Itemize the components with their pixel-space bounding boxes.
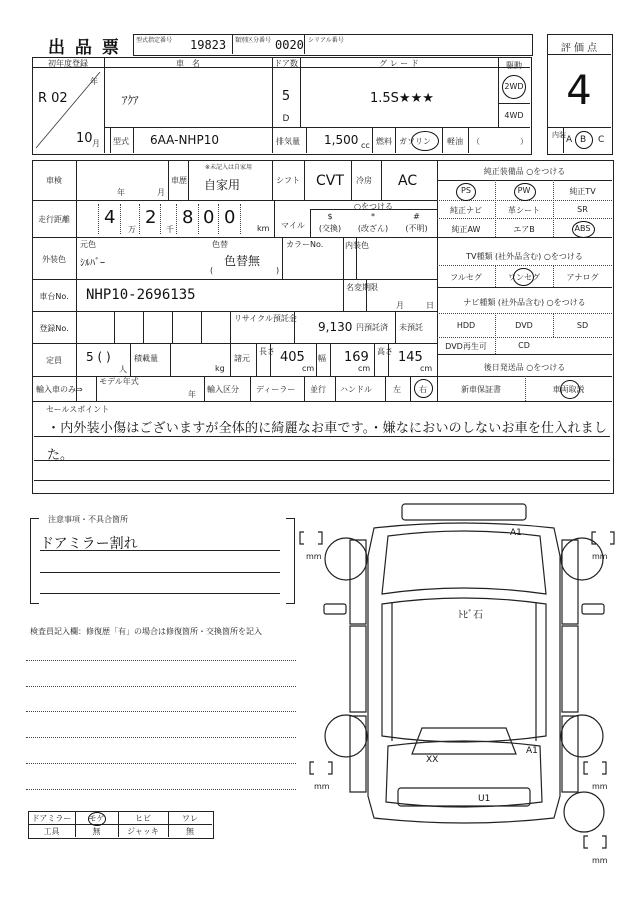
mileage-dollar: $ — [327, 212, 333, 221]
sales-line-2: た。 — [47, 448, 74, 463]
equip-ps-circle — [456, 183, 476, 201]
height-label: 高さ — [377, 347, 393, 356]
interior-b-circle — [575, 131, 593, 149]
recycle-unpaid: 未預託 — [399, 323, 423, 332]
equip-leather: 革シート — [508, 206, 540, 215]
drive-2wd-circle — [502, 75, 526, 99]
tv-oneseg-circle — [513, 268, 534, 286]
mm-rear-left: mm — [314, 782, 330, 791]
registration-label: 登録No. — [39, 324, 69, 333]
repaint-paren-open: ( — [210, 266, 214, 275]
tv-analog: アナログ — [566, 273, 599, 282]
ac-label: 冷房 — [356, 176, 372, 185]
navi-hdd: HDD — [456, 321, 476, 330]
mirror-label: ドアミラー — [31, 814, 72, 823]
shift-label: シフト — [276, 176, 300, 185]
equip-abs: ABS — [574, 224, 591, 233]
first-reg-era: R 02 — [38, 91, 68, 106]
name-change-month: 月 — [396, 301, 404, 310]
usage-value: 自家用 — [204, 178, 241, 192]
break-label: ワレ — [182, 814, 198, 823]
length-label: 長さ — [259, 347, 275, 356]
orig-color-label: 元色 — [80, 240, 96, 249]
class-no: 0020 — [275, 38, 304, 52]
import-class-label: 輸入区分 — [207, 385, 239, 394]
equip-aw: 純正AW — [451, 225, 481, 234]
usage-label: 車歴 — [171, 176, 187, 185]
import-dealer: ディーラー — [256, 385, 296, 394]
model: 6AA-NHP10 — [150, 133, 219, 147]
chassis-number: NHP10-2696135 — [86, 287, 196, 303]
notes-bracket-right — [286, 518, 295, 604]
interior-a: A — [566, 135, 573, 145]
handle-right-circle — [414, 379, 433, 398]
mileage-digit-3: 8 — [182, 207, 194, 228]
inspector-label: 検査員記入欄：修復歴「有」の場合は修復箇所・交換箇所を記入 — [30, 627, 262, 636]
tv-oneseg: ワンセグ — [508, 273, 540, 282]
drive-2wd: 2WD — [504, 82, 524, 91]
navi-dvd: DVD — [515, 321, 533, 330]
month-unit: 月 — [92, 139, 100, 148]
equip-sr: SR — [577, 205, 588, 214]
equip-pw: PW — [517, 186, 531, 195]
door-type: D — [282, 114, 290, 124]
sales-line-1: ・内外装小傷はございますが全体的に綺麗なお車です。・嫌なにおいのしないお車を仕入れまし — [47, 421, 608, 436]
mileage-mile: マイル — [281, 221, 305, 230]
tv-fullseg: フルセグ — [450, 273, 482, 282]
shift-value: CVT — [316, 173, 344, 189]
grade: 1.5S★★★ — [370, 91, 434, 106]
tv-title: TV種類 (社外品含む) ○をつける — [466, 252, 583, 261]
capacity-unit: 人 — [119, 365, 127, 374]
dvd-play-label: DVD再生可 — [445, 342, 487, 351]
recycle-unit: 円預託済 — [356, 323, 388, 332]
chassis-label: 車台No. — [39, 292, 69, 301]
width-cm: cm — [358, 364, 371, 373]
mileage-label: 走行距離 — [38, 215, 70, 224]
mm-rear-right: mm — [592, 782, 608, 791]
later-manual-circle — [560, 380, 580, 399]
displacement-label: 排気量 — [276, 137, 300, 146]
equip-navi: 純正ナビ — [450, 206, 482, 215]
tools-label: 工具 — [43, 827, 60, 836]
interior-label: 内装 — [552, 131, 566, 139]
type-no: 19823 — [190, 38, 227, 52]
equip-airbag: エアB — [513, 225, 535, 234]
mark-front-bumper: A1 — [510, 528, 522, 538]
navi-title: ナビ種類 (社外品含む) ○をつける — [463, 298, 586, 307]
model-year-unit: 年 — [188, 390, 196, 399]
height-value: 145 — [398, 350, 423, 365]
mileage-sen: 千 — [166, 225, 174, 234]
mm-spare: mm — [592, 856, 608, 865]
name-change-label: 名変期限 — [346, 283, 378, 292]
grade-label: グ レ ー ド — [379, 59, 419, 68]
later-warranty: 新車保証書 — [461, 385, 501, 394]
displacement: 1,500 — [324, 133, 359, 147]
form-title: 出 品 票 — [48, 38, 121, 58]
capacity-label: 定員 — [46, 356, 62, 365]
width-value: 169 — [344, 350, 369, 365]
equip-pw-circle — [514, 183, 536, 201]
equip-ps: PS — [461, 186, 471, 195]
fuel-label: 燃料 — [376, 137, 392, 146]
mileage-hash: # — [413, 212, 420, 221]
mark-rear-bumper: U1 — [478, 794, 491, 804]
later-title: 後日発送品 ○をつける — [483, 363, 566, 372]
mileage-altered: (改ざん) — [357, 224, 389, 233]
repaint-label: 色替 — [212, 240, 228, 249]
serial-label: シリアル番号 — [308, 37, 344, 44]
mileage-exchanged: (交換) — [318, 224, 342, 233]
width-label: 幅 — [318, 354, 326, 363]
drive-label: 駆動 — [506, 61, 522, 70]
mileage-digit-1: 4 — [104, 207, 116, 228]
mark-trunk: XX — [426, 755, 439, 765]
ac-value: AC — [398, 173, 418, 189]
dims-label: 諸元 — [234, 354, 250, 363]
mileage-star: * — [371, 212, 375, 221]
score-label: 評 価 点 — [560, 43, 598, 54]
sales-label: セールスポイント — [46, 405, 110, 414]
recycle-label: リサイクル預託金 — [234, 314, 297, 323]
car-name-label: 車 名 — [176, 59, 200, 68]
fuel-paren-close: ） — [520, 137, 528, 146]
mileage-digit-5: 0 — [224, 207, 236, 228]
mark-rear-fender: A1 — [526, 746, 538, 756]
fuel-gasoline: ガソリン — [399, 137, 431, 146]
first-reg-month: 10 — [76, 131, 93, 146]
inspection-year: 年 — [117, 188, 125, 197]
height-cm: cm — [420, 364, 433, 373]
model-label: 型式 — [113, 137, 129, 146]
handle-left: 左 — [393, 385, 401, 394]
mark-windshield: ﾄﾋﾞ石 — [458, 610, 483, 621]
mileage-unknown: (不明) — [405, 224, 428, 233]
interior-c: C — [598, 135, 605, 145]
mileage-km: km — [257, 224, 270, 233]
notes-value: ドアミラー割れ — [40, 536, 138, 552]
mm-front-right: mm — [592, 552, 608, 561]
recycle-value: 9,130 — [318, 320, 353, 334]
score-value: 4 — [566, 68, 592, 114]
name-change-day: 日 — [426, 301, 434, 310]
load-label: 積載量 — [134, 354, 158, 363]
class-no-label: 類別区分番号 — [235, 37, 272, 44]
handle-right: 右 — [419, 385, 427, 394]
handle-label: ハンドル — [340, 385, 372, 394]
tools-value: 無 — [92, 827, 101, 836]
color-code-label: カラーNo. — [286, 240, 324, 249]
drive-4wd: 4WD — [504, 111, 524, 120]
type-no-label: 型式指定番号 — [136, 37, 173, 44]
mileage-man: 万 — [128, 225, 136, 234]
interior-b: B — [580, 135, 587, 145]
interior-color-label: 内装色 — [345, 241, 369, 250]
length-value: 405 — [280, 350, 305, 365]
import-parallel: 並行 — [310, 385, 326, 394]
mileage-digit-4: 0 — [203, 207, 215, 228]
import-only-label: 輸入車のみ⇒ — [36, 385, 83, 394]
usage-note: ※未記入は自家用 — [205, 164, 253, 171]
equip-abs-circle — [572, 221, 595, 238]
player-cd: CD — [518, 341, 530, 350]
equipment-title: 純正装備品 ○をつける — [483, 167, 566, 176]
fuel-paren-open: （ — [472, 137, 480, 146]
car-body-diagram — [296, 496, 640, 876]
mirror-value: モゲ — [88, 814, 105, 823]
doors-label: ドア数 — [274, 59, 298, 68]
first-reg-label: 初年度登録 — [48, 59, 88, 68]
inspection-month: 月 — [157, 188, 165, 197]
fuel-diesel: 軽油 — [447, 137, 463, 146]
navi-sd: SD — [576, 321, 589, 330]
orig-color: ｼﾙﾊﾞｰ — [80, 258, 105, 269]
later-manual: 車両取説 — [552, 385, 585, 394]
mm-front-left: mm — [306, 552, 322, 561]
repaint-paren-close: ) — [276, 266, 280, 275]
load-kg: kg — [215, 364, 225, 373]
length-cm: cm — [302, 364, 315, 373]
inspection-label: 車検 — [46, 176, 62, 185]
model-year-label: モデル年式 — [99, 377, 139, 386]
cc-unit: cc — [361, 141, 370, 150]
mileage-digit-2: 2 — [145, 207, 157, 228]
jack-label: ジャッキ — [127, 827, 159, 836]
fuel-circle — [411, 131, 439, 151]
notes-bracket-left — [30, 518, 39, 604]
mileage-mark-note: ○をつける — [354, 202, 393, 211]
notes-label: 注意事項・不具合箇所 — [48, 515, 128, 524]
equip-tv: 純正TV — [569, 187, 596, 196]
year-unit: 年 — [90, 77, 98, 86]
color-label: 外装色 — [42, 255, 66, 264]
repaint-value: 色替無 — [224, 254, 261, 268]
mirror-value-circle — [88, 812, 106, 826]
doors: 5 — [281, 89, 291, 104]
jack-value: 無 — [186, 827, 194, 836]
car-name: ｱｸｱ — [122, 94, 139, 107]
crack-label: ヒビ — [135, 814, 151, 823]
capacity-value: 5 ( ) — [86, 350, 111, 364]
